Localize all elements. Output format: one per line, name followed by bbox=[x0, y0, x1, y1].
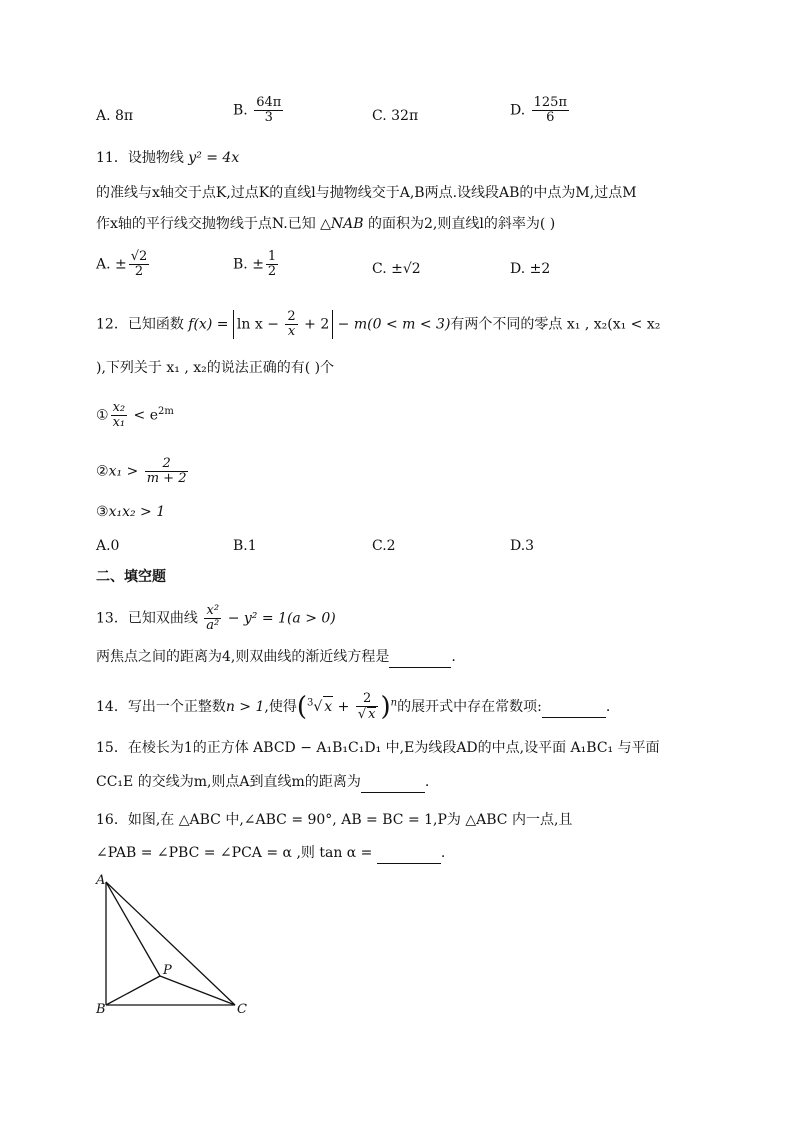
q10-option-a bbox=[96, 106, 133, 126]
left-paren: ( bbox=[296, 692, 307, 722]
numerator: 2 bbox=[356, 692, 379, 707]
q10-option-c bbox=[372, 106, 418, 126]
item-text: x₁x₂ > 1 bbox=[108, 504, 166, 520]
function-rhs: − m(0 < m < 3) bbox=[333, 316, 451, 333]
q15-stem-line1 bbox=[96, 738, 660, 758]
q15-stem-line2 bbox=[96, 772, 429, 793]
question-text: 在棱长为1的正方体 ABCD − A₁B₁C₁D₁ 中,E为线段AD的中点,设平面 A₁BC₁ 与平面 bbox=[127, 740, 660, 756]
question-text: ,使得 bbox=[264, 699, 297, 715]
question-text: ∠PAB = ∠PBC = ∠PCA = α ,则 tan α = bbox=[96, 845, 377, 861]
option-label: A. ± bbox=[96, 256, 127, 273]
option-label: D. bbox=[510, 102, 530, 119]
fraction bbox=[145, 457, 189, 486]
numerator: √2 bbox=[130, 249, 148, 264]
fraction bbox=[266, 250, 278, 279]
fraction bbox=[129, 250, 150, 279]
radicand: x bbox=[368, 707, 376, 722]
denominator: 2 bbox=[134, 264, 144, 279]
q11-option-b bbox=[233, 250, 280, 279]
q13-stem-line2 bbox=[96, 647, 456, 668]
fraction bbox=[204, 604, 221, 633]
question-text: 已知双曲线 bbox=[127, 610, 203, 627]
question-text: 如图,在 △ABC 中,∠ABC = 90°, AB = BC = 1,P为 △ABC 内一点,且 bbox=[127, 812, 573, 828]
period: . bbox=[440, 845, 446, 861]
question-number: 11． bbox=[96, 150, 128, 166]
absolute-value bbox=[233, 310, 333, 339]
right-paren: ) bbox=[380, 692, 391, 722]
question-text: 写出一个正整数 bbox=[127, 699, 226, 715]
q12-item-2 bbox=[96, 457, 190, 486]
option-label: B. bbox=[233, 102, 253, 119]
q12-item-1 bbox=[96, 401, 174, 430]
q12-option-a: A.0 bbox=[96, 538, 120, 554]
segment-pa bbox=[106, 882, 160, 976]
q11-option-d: D. ±2 bbox=[510, 261, 551, 277]
q12-option-b: B.1 bbox=[233, 538, 257, 554]
question-number: 15． bbox=[96, 740, 128, 756]
q12-option-c: C.2 bbox=[372, 538, 396, 554]
denominator: x bbox=[287, 324, 296, 339]
q16-stem-line2 bbox=[96, 843, 445, 864]
q14-stem bbox=[96, 692, 610, 722]
condition: n > 1 bbox=[225, 699, 265, 715]
question-text: 两焦点之间的距离为4,则双曲线的渐近线方程是 bbox=[96, 649, 390, 665]
period: . bbox=[451, 649, 456, 665]
equation-tail: − y² = 1(a > 0) bbox=[223, 610, 336, 627]
triangle-figure bbox=[90, 868, 260, 1018]
period: . bbox=[605, 699, 611, 715]
numerator: x₂ bbox=[112, 400, 126, 415]
denominator: 6 bbox=[546, 110, 555, 125]
answer-blank[interactable] bbox=[542, 697, 606, 718]
question-number: 16． bbox=[96, 812, 128, 828]
numerator: 125π bbox=[533, 95, 567, 110]
option-value: 32π bbox=[391, 108, 419, 124]
q11-option-c: C. ±√2 bbox=[372, 261, 421, 277]
question-text: CC₁E 的交线为m,则点A到直线m的距离为 bbox=[96, 774, 361, 790]
triangle-symbol: △NAB bbox=[320, 216, 364, 232]
fraction bbox=[532, 96, 569, 125]
question-number: 13． bbox=[96, 610, 128, 627]
label-a: A bbox=[96, 873, 106, 888]
question-text: 的展开式中存在常数项: bbox=[397, 699, 542, 715]
item-lhs: x₁ > bbox=[108, 463, 143, 480]
abs-content: ln x − bbox=[236, 316, 284, 333]
denominator: a² bbox=[206, 618, 220, 633]
numerator: 2 bbox=[287, 309, 296, 324]
period: . bbox=[424, 774, 430, 790]
q11-stem-line3 bbox=[96, 214, 555, 234]
label-b: B bbox=[96, 1002, 106, 1017]
denominator: x₁ bbox=[112, 415, 126, 430]
equation: y² = 4x bbox=[188, 150, 240, 166]
answer-blank[interactable] bbox=[361, 772, 425, 793]
item-rhs: < e bbox=[129, 407, 159, 424]
q12-option-d: D.3 bbox=[510, 538, 535, 554]
q11-stem-line2: 的准线与x轴交于点K,过点K的直线l与抛物线交于A,B两点.设线段AB的中点为M,过点M bbox=[96, 185, 637, 201]
option-label: B. ± bbox=[233, 256, 264, 273]
item-marker: ① bbox=[96, 407, 109, 424]
numerator: 1 bbox=[267, 249, 277, 264]
exponent: 2m bbox=[158, 405, 174, 417]
abs-tail: + 2 bbox=[299, 316, 330, 333]
side-ac bbox=[106, 882, 235, 1005]
answer-blank[interactable] bbox=[377, 843, 441, 864]
option-value: 8π bbox=[115, 108, 134, 124]
radicand: x bbox=[323, 696, 333, 717]
question-text: 设抛物线 bbox=[127, 150, 189, 166]
q12-stem-line1 bbox=[96, 310, 660, 339]
q10-option-b bbox=[233, 96, 285, 125]
numerator: 2 bbox=[145, 457, 189, 472]
answer-blank[interactable] bbox=[389, 647, 451, 668]
fraction bbox=[111, 401, 128, 430]
label-p: P bbox=[163, 963, 172, 978]
question-text: 有两个不同的零点 x₁ , x₂(x₁ < x₂ bbox=[450, 316, 661, 333]
label-c: C bbox=[237, 1002, 247, 1017]
q12-item-3 bbox=[96, 502, 165, 522]
question-text: 的面积为2,则直线l的斜率为( ) bbox=[363, 216, 556, 232]
q12-stem-line2: ),下列关于 x₁ , x₂的说法正确的有( )个 bbox=[96, 360, 335, 376]
q10-option-d bbox=[510, 96, 571, 125]
function-lhs: f(x) = bbox=[188, 316, 233, 333]
segment-pb bbox=[106, 976, 160, 1005]
exponent: n bbox=[390, 697, 398, 709]
section-title: 二、填空题 bbox=[96, 569, 166, 585]
item-marker: ③ bbox=[96, 504, 109, 520]
numerator: x² bbox=[204, 604, 221, 619]
root-index: 3 bbox=[307, 697, 314, 709]
denominator: m + 2 bbox=[146, 471, 187, 486]
q13-stem-line1 bbox=[96, 604, 336, 633]
question-number: 14． bbox=[96, 699, 128, 715]
fraction bbox=[254, 96, 283, 125]
question-number: 12． bbox=[96, 316, 128, 333]
fraction bbox=[285, 310, 297, 339]
radical-sign: √ bbox=[357, 707, 367, 722]
denominator: 3 bbox=[264, 110, 273, 125]
q16-stem-line1 bbox=[96, 810, 572, 830]
option-label: A. bbox=[96, 108, 116, 124]
q11-stem-line1 bbox=[96, 148, 239, 168]
denominator: 2 bbox=[267, 264, 277, 279]
fraction bbox=[356, 692, 379, 722]
radical-sign: √ bbox=[313, 699, 323, 715]
question-text: 作x轴的平行线交抛物线于点N.已知 bbox=[96, 216, 321, 232]
numerator: 64π bbox=[256, 95, 282, 110]
question-text: 已知函数 bbox=[127, 316, 189, 333]
item-marker: ② bbox=[96, 463, 109, 480]
segment-pc bbox=[160, 976, 235, 1005]
plus-sign: + bbox=[333, 699, 354, 715]
q11-option-a bbox=[96, 250, 151, 279]
option-label: C. bbox=[372, 108, 392, 124]
